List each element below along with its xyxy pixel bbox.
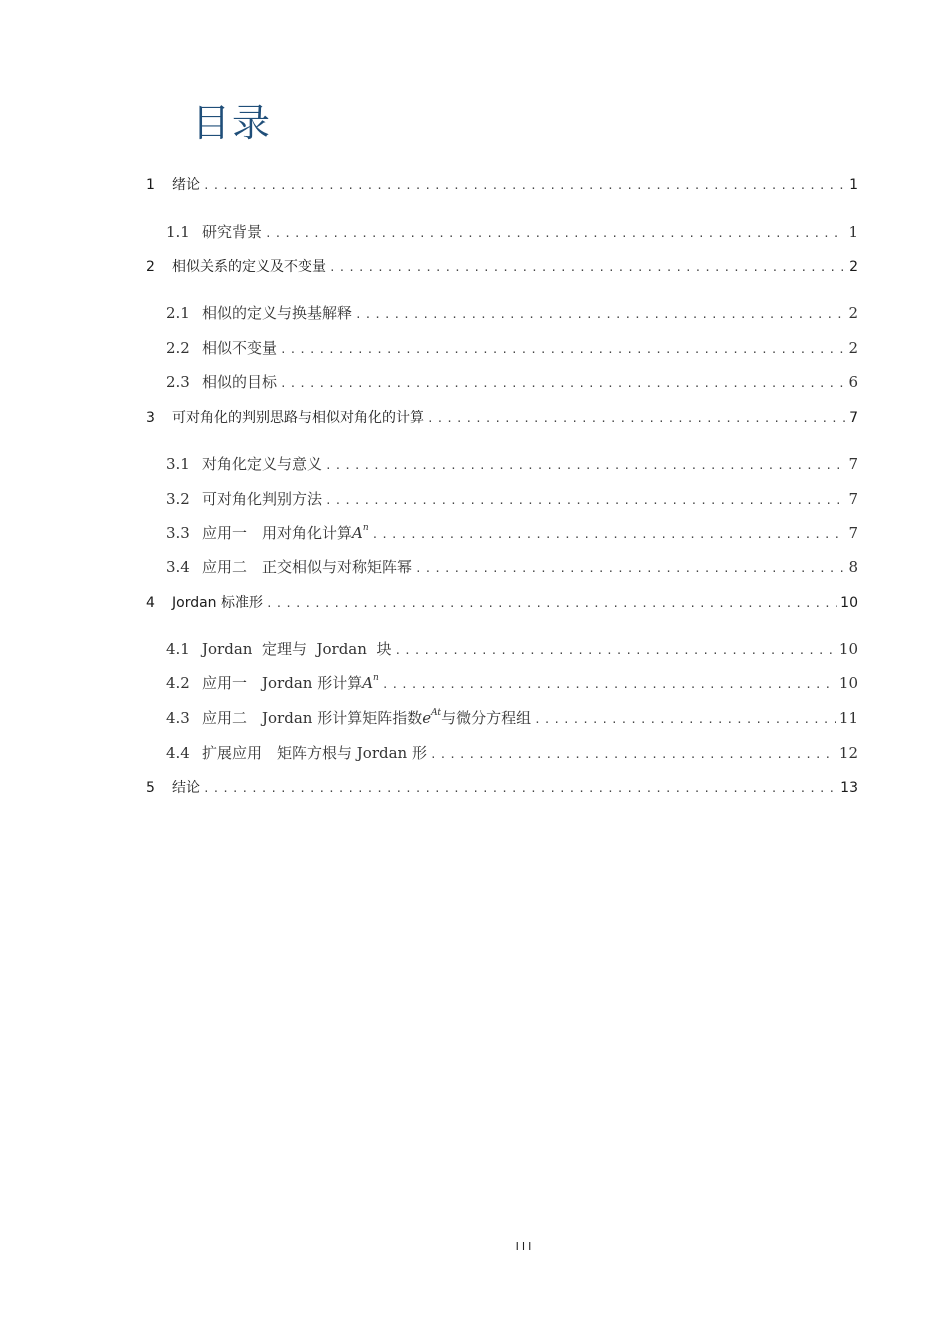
toc-entry-4-2[interactable] (166, 672, 858, 693)
toc-page-number: 10 (838, 640, 858, 658)
toc-entry-number: 3.3 (166, 524, 190, 542)
toc-entry-2-3[interactable] (166, 371, 858, 392)
toc-entry-number: 3.2 (166, 490, 190, 508)
toc-dot-leader (382, 678, 836, 691)
toc-dot-leader (266, 597, 837, 610)
math-symbol: A (352, 524, 363, 542)
toc-entry-2-2[interactable] (166, 337, 858, 358)
toc-entry-title-text: 应用一 用对角化计算 (202, 524, 353, 542)
toc-entry-title (202, 522, 369, 543)
toc-entry-number: 3 (146, 410, 155, 426)
toc-entry-title-text: 应用一 Jordan 形计算 (202, 674, 363, 692)
toc-dot-leader (265, 227, 845, 240)
toc-entry-title: 相似的定义与换基解释 (202, 304, 353, 322)
toc-dot-leader (394, 644, 835, 657)
math-superscript: n (373, 673, 379, 683)
toc-entry-4-3[interactable] (166, 707, 858, 728)
toc-page-number: 1 (849, 177, 858, 193)
toc-page-number: 7 (848, 490, 858, 508)
math-symbol: e (422, 709, 432, 727)
toc-entry-title: 应用二 正交相似与对称矩阵幂 (202, 558, 413, 576)
toc-entry-number: 1 (146, 177, 155, 193)
toc-entry-title: 相似关系的定义及不变量 (172, 259, 326, 275)
toc-entry-number: 2.3 (166, 373, 190, 391)
toc-dot-leader (203, 179, 846, 192)
toc-entry-5[interactable] (146, 777, 858, 797)
toc-entry-4-1[interactable] (166, 638, 858, 659)
toc-entry-number: 3.1 (166, 455, 190, 473)
toc-entry-4-4[interactable] (166, 742, 858, 763)
toc-page-number: 10 (840, 595, 858, 611)
toc-entry-title (202, 672, 379, 693)
toc-entry-2-1[interactable] (166, 302, 858, 323)
toc-entry-title: 对角化定义与意义 (202, 455, 323, 473)
toc-entry-number: 2 (146, 259, 155, 275)
toc-entry-title-text: 应用二 Jordan 形计算矩阵指数 (202, 709, 423, 727)
toc-entry-3[interactable] (146, 407, 858, 427)
toc-dot-leader (325, 494, 845, 507)
toc-entry-number: 5 (146, 780, 155, 796)
toc-entry-title-suffix: 与微分方程组 (441, 709, 532, 727)
toc-page-number: 2 (848, 304, 858, 322)
toc-entry-number: 3.4 (166, 558, 190, 576)
toc-entry-1-1[interactable] (166, 221, 858, 242)
toc-entry-3-1[interactable] (166, 453, 858, 474)
toc-entry-number: 2.2 (166, 339, 190, 357)
toc-entry-title: 研究背景 (202, 223, 263, 241)
toc-entry-title: Jordan 标准形 (172, 595, 263, 611)
toc-entry-title: 可对角化判别方法 (202, 490, 323, 508)
toc-page-number: 7 (848, 524, 858, 542)
toc-entry-2[interactable] (146, 256, 858, 276)
toc-page-number: 7 (848, 455, 858, 473)
toc-dot-leader (203, 782, 837, 795)
toc-dot-leader (355, 308, 845, 321)
page-title: 目录 (192, 101, 273, 145)
page-footer-number: III (515, 1240, 535, 1253)
toc-page-number: 7 (849, 410, 858, 426)
toc-page-number: 11 (838, 709, 858, 727)
toc-dot-leader (280, 377, 845, 390)
toc-page-number: 13 (840, 780, 858, 796)
toc-dot-leader (430, 748, 836, 761)
toc-entry-number: 4.2 (166, 674, 190, 692)
toc-entry-title: 扩展应用 矩阵方根与 Jordan 形 (202, 744, 427, 762)
toc-dot-leader (415, 562, 845, 575)
toc-entry-title: 绪论 (172, 177, 200, 193)
toc-entry-title: Jordan 定理与 Jordan 块 (202, 640, 392, 658)
toc-entry-title: 相似的目标 (202, 373, 278, 391)
toc-entry-number: 2.1 (166, 304, 190, 322)
math-superscript: n (362, 523, 369, 533)
toc-entry-title: 结论 (172, 780, 200, 796)
toc-entry-title: 相似不变量 (202, 339, 278, 357)
toc-entry-number: 1.1 (166, 223, 190, 241)
toc-entry-title: 可对角化的判别思路与相似对角化的计算 (172, 410, 424, 426)
toc-page-number: 8 (848, 558, 858, 576)
toc-dot-leader (329, 261, 846, 274)
toc-entry-number: 4.4 (166, 744, 190, 762)
toc-entry-3-2[interactable] (166, 488, 858, 509)
toc-page-number: 1 (848, 223, 858, 241)
toc-dot-leader (325, 459, 845, 472)
toc-page-number: 6 (848, 373, 858, 391)
toc-entry-1[interactable] (146, 174, 858, 194)
toc-entry-4[interactable] (146, 592, 858, 612)
math-superscript: At (431, 708, 442, 718)
toc-dot-leader (427, 412, 846, 425)
toc-entry-number: 4.3 (166, 709, 190, 727)
toc-dot-leader (534, 713, 836, 726)
toc-page-number: 2 (849, 259, 858, 275)
toc-dot-leader (280, 343, 845, 356)
toc-page-number: 10 (838, 674, 858, 692)
toc-page-number: 12 (838, 744, 858, 762)
toc-entry-number: 4 (146, 595, 155, 611)
toc-entry-3-4[interactable] (166, 556, 858, 577)
toc-dot-leader (372, 528, 846, 541)
math-symbol: A (362, 674, 374, 692)
toc-entry-title (202, 707, 531, 728)
toc-entry-number: 4.1 (166, 640, 190, 658)
toc-entry-3-3[interactable] (166, 522, 858, 543)
toc-page-number: 2 (848, 339, 858, 357)
